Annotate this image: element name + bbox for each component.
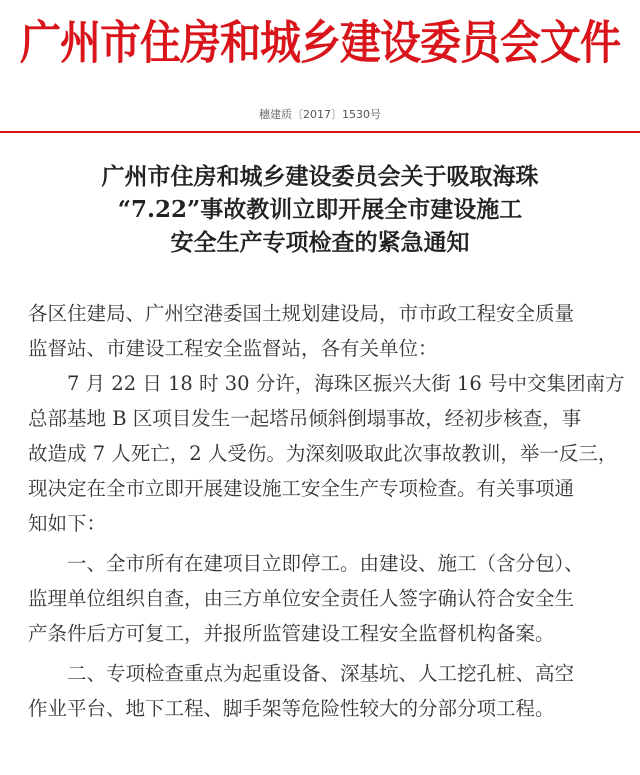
notice-body [28,296,628,726]
notice-title-line: “7.22”事故教训立即开展全市建设施工 [117,196,523,223]
item-line: 监理单位组织自查，由三方单位安全责任人签字确认符合安全生 [28,587,575,610]
document-number: 穗建质〔2017〕1530号 [259,108,381,121]
notice-title-line: 安全生产专项检查的紧急通知 [170,229,470,256]
notice-title [0,160,640,259]
paragraph-line: 7 月 22 日 18 时 30 分许，海珠区振兴大街 16 号中交集团南方 [67,372,625,395]
paragraph-line: 总部基地 B 区项目发生一起塔吊倾斜倒塌事故，经初步核查，事 [28,407,582,430]
paragraph-line: 知如下： [28,512,107,535]
document-header-title: 广州市住房和城乡建设委员会文件 [20,16,620,70]
addressee-line: 各区住建局、广州空港委国土规划建设局，市市政工程安全质量 [28,302,575,325]
header-divider [0,131,640,133]
addressee-line: 监督站、市建设工程安全监督站，各有关单位： [28,337,438,360]
paragraph-line: 现决定在全市立即开展建设施工安全生产专项检查。有关事项通 [28,477,575,500]
item-line: 作业平台、地下工程、脚手架等危险性较大的分部分项工程。 [28,697,555,720]
item-line: 二、专项检查重点为起重设备、深基坑、人工挖孔桩、高空 [67,662,575,685]
item-line: 产条件后方可复工，并报所监管建设工程安全监督机构备案。 [28,622,555,645]
notice-title-line: 广州市住房和城乡建设委员会关于吸取海珠 [101,163,539,190]
item-line: 一、全市所有在建项目立即停工。由建设、施工（含分包）、 [67,552,584,575]
paragraph-line: 故造成 7 人死亡，2 人受伤。为深刻吸取此次事故教训，举一反三， [28,442,618,465]
